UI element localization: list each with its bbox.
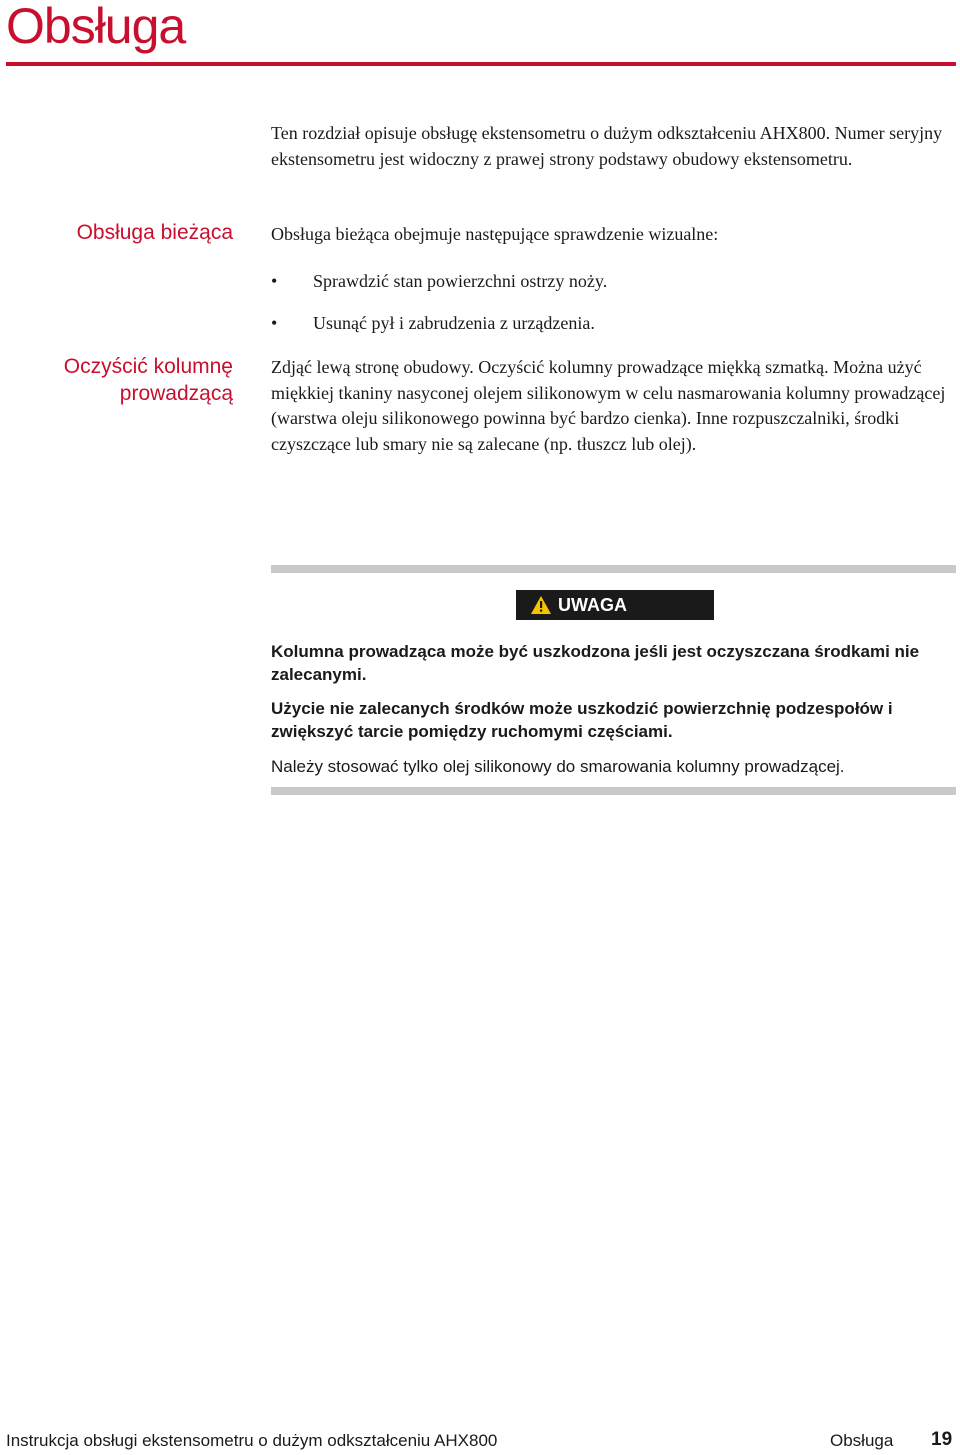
caution-text-instruction: Należy stosować tylko olej silikonowy do smarowania kolumny prowadzącej. xyxy=(271,757,845,776)
caution-badge xyxy=(516,590,714,620)
routine-maintenance-text: Obsługa bieżąca obejmuje następujące sprawdzenie wizualne: xyxy=(271,224,719,244)
caution-text-secondary: Użycie nie zalecanych środków może uszkodzić powierzchnię podzespołów i zwiększyć tarcie pomiędzy ruchomymi częściami. xyxy=(271,699,893,741)
caution-label: UWAGA xyxy=(558,595,627,615)
footer-manual-title: Instrukcja obsługi ekstensometru o dużym odkształceniu AHX800 xyxy=(6,1431,498,1450)
bullet-icon: • xyxy=(271,271,278,291)
caution-bottom-rule xyxy=(271,787,956,795)
list-item xyxy=(271,269,607,311)
section-heading-routine-maintenance: Obsługa bieżąca xyxy=(76,221,233,244)
list-item-text: Sprawdzić stan powierzchni ostrzy noży. xyxy=(313,271,608,291)
caution-text-primary: Kolumna prowadząca może być uszkodzona jeśli jest oczyszczana środkami nie zalecanymi. xyxy=(271,642,920,684)
bullet-icon: • xyxy=(271,313,278,333)
section-heading-clean-guide-column xyxy=(64,353,233,407)
list-item-text: Usunąć pył i zabrudzenia z urządzenia. xyxy=(313,313,595,333)
cleaning-paragraph: Zdjąć lewą stronę obudowy. Oczyścić kolumny prowadzące miękką szmatką. Można użyć miękkiej tkaniny nasyconej olejem silikonowym w celu nasmarowania kolumny prowadzącej (warstwa oleju silikonowego powinna być bardzo cienka). Inne rozpuszczalniki, środki czyszczące lub smary nie są zalecane (np. tłuszcz lub olej). xyxy=(271,357,946,454)
list-item xyxy=(271,311,607,353)
warning-triangle-icon xyxy=(530,595,552,615)
section-heading-line: Oczyścić kolumnę xyxy=(63,355,233,378)
title-divider xyxy=(6,62,956,66)
footer-page-number: 19 xyxy=(931,1429,953,1450)
intro-paragraph: Ten rozdział opisuje obsługę ekstensometru o dużym odkształceniu AHX800. Numer seryjny ekstensometru jest widoczny z prawej strony podstawy obudowy ekstensometru. xyxy=(271,123,943,169)
footer-section-name: Obsługa xyxy=(830,1431,894,1450)
caution-top-rule xyxy=(271,565,956,573)
inspection-list xyxy=(271,269,607,353)
section-heading-line: prowadzącą xyxy=(119,382,233,405)
page-title: Obsługa xyxy=(6,0,186,54)
